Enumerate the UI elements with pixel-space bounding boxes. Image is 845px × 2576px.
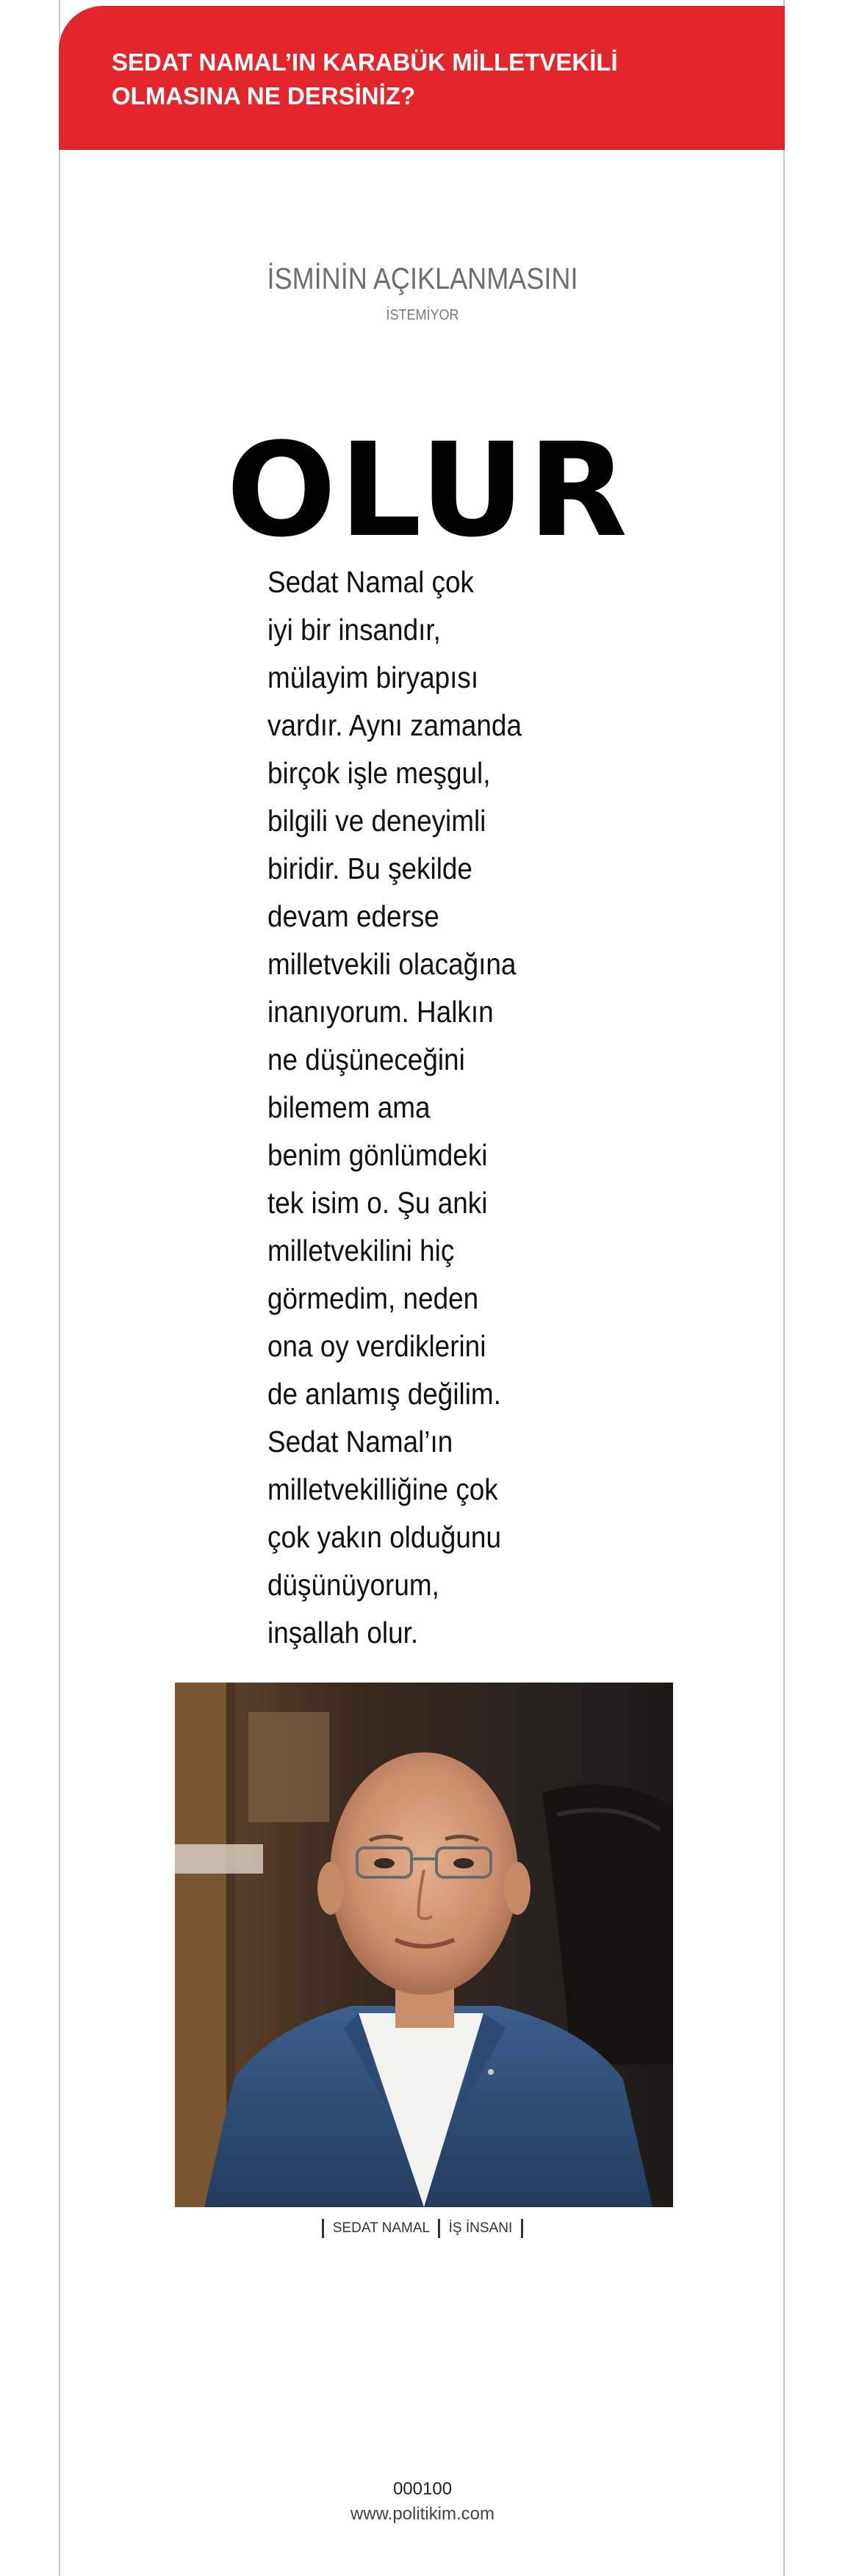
quote-line: iyi bir insandır, bbox=[267, 613, 441, 647]
quote-line: inşallah olur. bbox=[267, 1616, 419, 1649]
caption-role: İŞ İNSANI bbox=[448, 2220, 513, 2236]
caption-divider bbox=[438, 2219, 440, 2238]
portrait-photo bbox=[175, 1683, 673, 2207]
portrait-illustration bbox=[175, 1683, 673, 2207]
photo-caption bbox=[0, 2219, 845, 2238]
footer-url[interactable]: www.politikim.com bbox=[350, 2504, 495, 2524]
quote-body bbox=[267, 558, 558, 1657]
caption-divider bbox=[322, 2219, 324, 2238]
quote-line: devam ederse bbox=[267, 899, 439, 933]
survey-question-title: SEDAT NAMAL’IN KARABÜK MİLLETVEKİLİ OLMASINA NE DERSİNİZ? bbox=[112, 48, 618, 109]
respondent-note: İSTEMİYOR bbox=[386, 307, 459, 323]
quote-line: birçok işle meşgul, bbox=[267, 756, 491, 790]
quote-line: milletvekilini hiç bbox=[267, 1234, 455, 1267]
quote-line: bilemem ama bbox=[267, 1090, 431, 1124]
quote-line: ona oy verdiklerini bbox=[267, 1329, 486, 1363]
quote-line: benim gönlümdeki bbox=[267, 1138, 488, 1172]
quote-line: milletvekilliğine çok bbox=[267, 1472, 498, 1506]
caption-divider bbox=[521, 2219, 523, 2238]
answer-headline: OLUR bbox=[226, 415, 630, 566]
quote-line: mülayim biryapısı bbox=[267, 661, 479, 694]
quote-line: görmedim, neden bbox=[267, 1281, 479, 1315]
quote-line: milletvekili olacağına bbox=[267, 947, 517, 981]
quote-line: bilgili ve deneyimli bbox=[267, 804, 486, 838]
quote-line: tek isim o. Şu anki bbox=[267, 1186, 488, 1220]
quote-line: Sedat Namal’ın bbox=[267, 1425, 453, 1458]
quote-line: düşünüyorum, bbox=[267, 1568, 439, 1602]
quote-line: vardır. Aynı zamanda bbox=[267, 708, 522, 742]
respondent-name: İSMİNİN AÇIKLANMASINI bbox=[267, 262, 578, 295]
caption-name: SEDAT NAMAL bbox=[332, 2220, 431, 2236]
quote-line: Sedat Namal çok bbox=[267, 565, 474, 599]
quote-line: de anlamış değilim. bbox=[267, 1377, 501, 1411]
header-banner bbox=[59, 6, 785, 150]
quote-line: biridir. Bu şekilde bbox=[267, 852, 472, 885]
footer-code: 000100 bbox=[392, 2479, 453, 2499]
quote-line: ne düşüneceğini bbox=[267, 1043, 465, 1076]
quote-line: inanıyorum. Halkın bbox=[267, 995, 494, 1029]
quote-line: çok yakın olduğunu bbox=[267, 1520, 501, 1554]
